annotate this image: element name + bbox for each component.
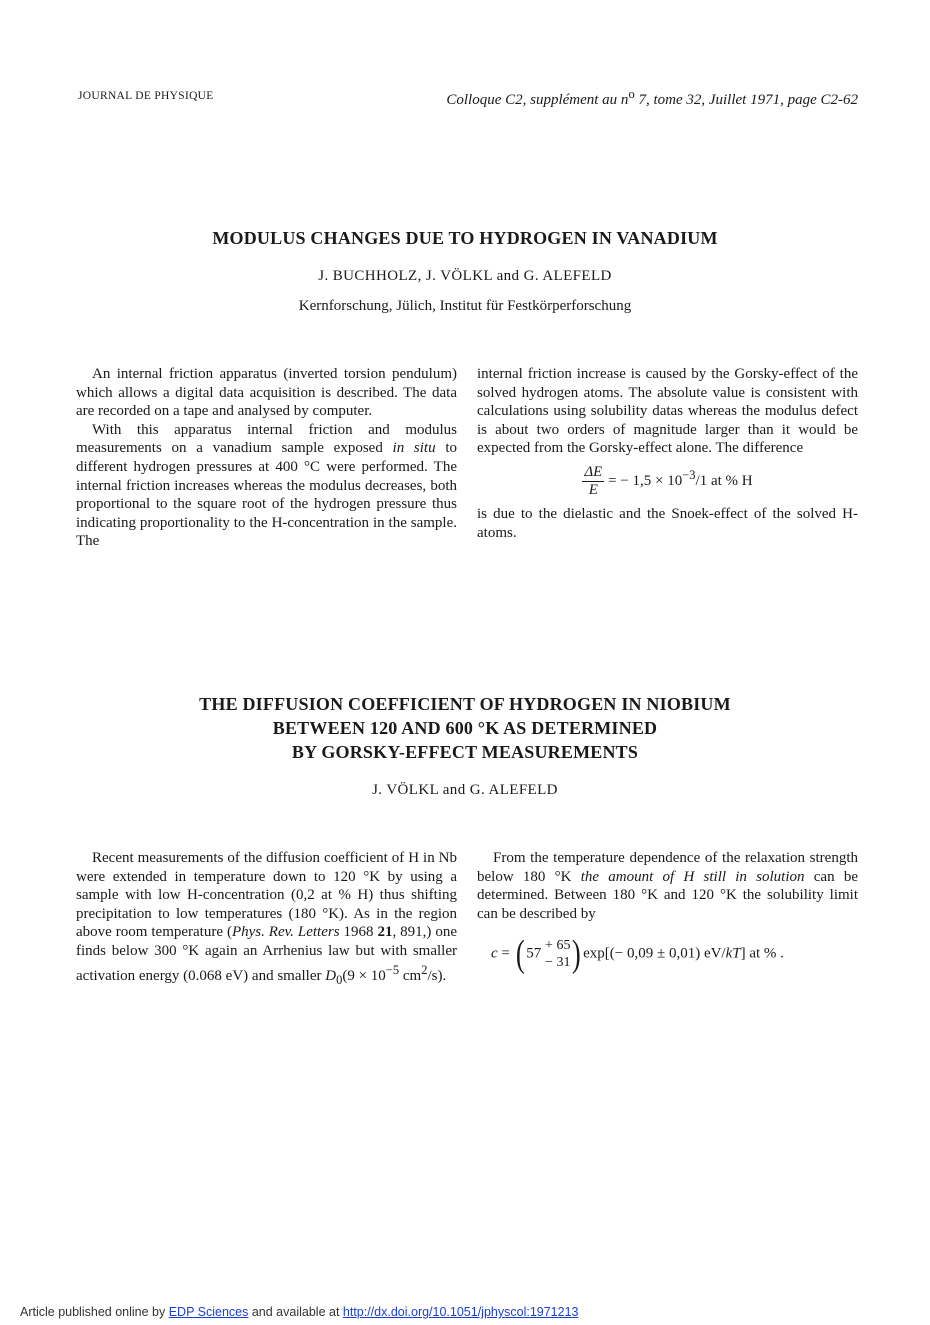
- equation-rhs: = − 1,5 × 10: [604, 472, 683, 489]
- article1-title: MODULUS CHANGES DUE TO HYDROGEN IN VANADIUM: [212, 228, 718, 248]
- right-paren: ): [572, 933, 582, 976]
- article1-left-paragraph-2: [76, 421, 457, 551]
- modulus-equation: [477, 464, 858, 499]
- minus-value: − 31: [545, 955, 571, 971]
- article2-title-line-1: THE DIFFUSION COEFFICIENT OF HYDROGEN IN NIOBIUM: [199, 694, 731, 714]
- article2-title-line-2: BETWEEN 120 AND 600 °K AS DETERMINED: [272, 718, 658, 738]
- colloque-page: C2-62: [820, 92, 858, 108]
- exponent: 2: [421, 962, 428, 977]
- colloque-mid: 7, tome 32, Juillet 1971, page: [634, 92, 821, 108]
- text-run: 1968: [339, 924, 378, 941]
- text-run: , 891,) one finds below 300 °K again an Arrhenius law but with smaller activation energy (0.068 eV) and smaller: [76, 924, 458, 984]
- plus-minus-stack: [545, 937, 570, 971]
- text-run: /s).: [427, 967, 447, 984]
- article1-right-paragraph-2: is due to the dielastic and the Snoek-effect of the solved H-atoms.: [477, 505, 858, 541]
- d-symbol: D: [325, 967, 337, 984]
- fraction-numerator: ΔE: [584, 463, 603, 480]
- text-run: cm: [399, 967, 422, 984]
- d-subscript: 0: [336, 972, 343, 987]
- footer-text: and available at: [248, 1305, 343, 1319]
- exponent: −5: [385, 962, 400, 977]
- colloque-reference: [446, 87, 858, 109]
- text-run: Recent measurements of the diffusion coefficient of H in Nb were extended in temperature down to 120 °K by using a sample with low H-concentration (0,2 at % H) thus shifting precipitation to low temperatures (180 °K). As in the region above room temperature (: [76, 850, 457, 941]
- article1-left-paragraph-1: An internal friction apparatus (inverted torsion pendulum) which allows a digital data acquisition is described. The data are recorded on a tape and analysed by computer.: [76, 366, 457, 420]
- article2-right-column: [477, 849, 858, 976]
- equation-exponent: −3: [682, 467, 696, 482]
- footer-text: Article published online by: [20, 1305, 169, 1319]
- c-symbol: c: [491, 945, 498, 962]
- article2-left-column: [76, 849, 457, 989]
- base-value: 57: [526, 945, 542, 962]
- colloque-pre: Colloque C2, supplément au n: [446, 92, 629, 108]
- volume-bold: 21: [377, 924, 393, 941]
- article2-title-line-3: BY GORSKY-EFFECT MEASUREMENTS: [291, 742, 639, 762]
- journal-name: JOURNAL DE PHYSIQUE: [78, 90, 214, 102]
- footer-notice: [20, 1305, 578, 1319]
- equation-end: ] at % .: [740, 945, 784, 962]
- text-run: (9 × 10: [342, 967, 386, 984]
- article1-right-column: [477, 365, 858, 542]
- italic-phrase: the amount of H still in solution: [580, 868, 805, 885]
- kt-symbol: kT: [725, 945, 741, 962]
- exp-term: exp[(− 0,09 ± 0,01) eV/: [583, 945, 726, 962]
- delta-e-fraction: [582, 464, 604, 499]
- article2-authors: J. VÖLKL and G. ALEFELD: [372, 782, 558, 798]
- text-run: From the temperature dependence of the relaxation strength below 180 °K: [477, 850, 858, 885]
- doi-link[interactable]: http://dx.doi.org/10.1051/jphyscol:1971213: [342, 1305, 579, 1319]
- article1-affiliation: Kernforschung, Jülich, Institut für Festkörperforschung: [298, 298, 632, 314]
- text-run: can be determined. Between 180 °K and 120 °K the solubility limit can be described by: [477, 868, 858, 922]
- article1-authors: J. BUCHHOLZ, J. VÖLKL and G. ALEFELD: [318, 268, 612, 284]
- text-run: to different hydrogen pressures at 400 °C were performed. The internal friction increases whereas the modulus decreases, both proportional to the square root of the hydrogen pressure thus indicating proportionality to the H-concentration in the sample. The: [76, 440, 457, 550]
- in-situ-italic: in situ: [392, 440, 436, 457]
- text-run: With this apparatus internal friction and modulus measurements on a vanadium sample exposed: [76, 421, 457, 457]
- article2-right-paragraph: [477, 849, 858, 923]
- plus-value: + 65: [545, 938, 571, 954]
- journal-citation-italic: Phys. Rev. Letters: [231, 924, 340, 941]
- equals: =: [497, 945, 514, 962]
- colloque-sup: o: [628, 87, 635, 101]
- article1-right-paragraph-1: internal friction increase is caused by the Gorsky-effect of the solved hydrogen atoms. The absolute value is consistent with calculations using solubility datas whereas the modulus defect is about two orders of magnitude larger than it would be expected from the Gorsky-effect alone. The difference: [477, 366, 858, 457]
- equation-rhs-end: /1 at % H: [695, 472, 753, 489]
- left-paren: (: [515, 933, 525, 976]
- article2-left-paragraph: [76, 849, 457, 989]
- article1-left-column: [76, 365, 457, 551]
- solubility-equation: [491, 933, 858, 976]
- fraction-denominator: E: [588, 481, 598, 498]
- edp-sciences-link[interactable]: EDP Sciences: [168, 1305, 249, 1319]
